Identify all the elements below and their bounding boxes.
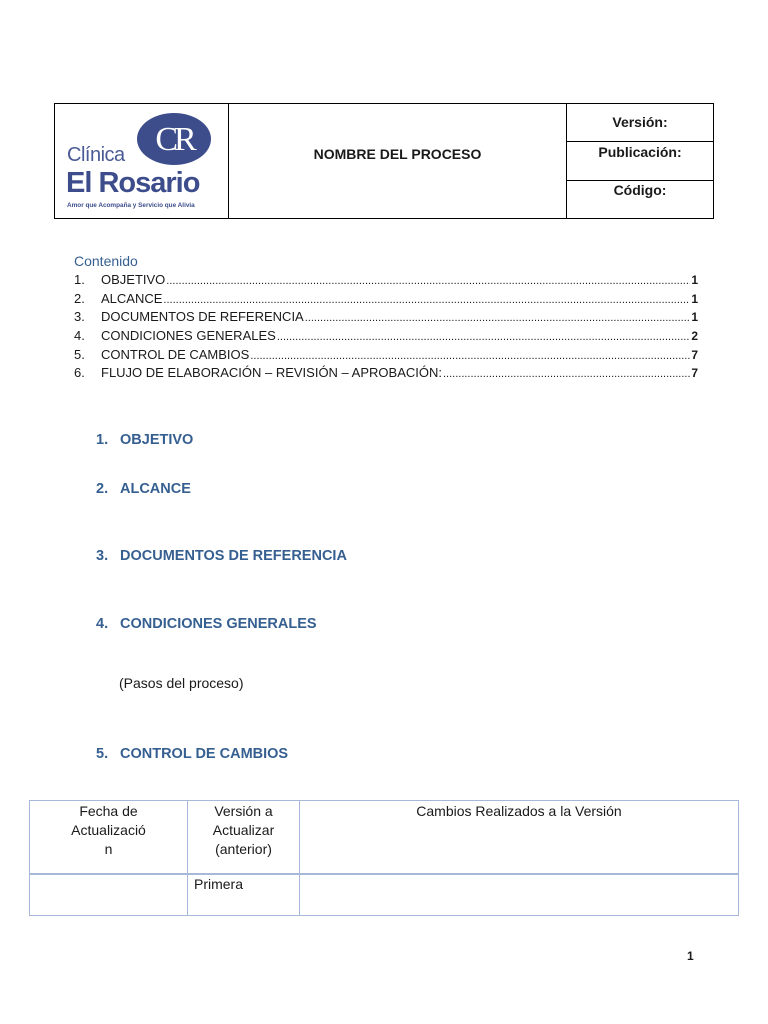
section-number: 1. (96, 432, 109, 448)
section-number: 3. (96, 548, 109, 564)
toc-item[interactable] (74, 290, 698, 309)
toc-item-number: 1. (74, 272, 85, 287)
logo-mark-text: CR (155, 121, 193, 158)
toc-item-label: OBJETIVO (101, 272, 166, 287)
section-title: CONTROL DE CAMBIOS (120, 746, 289, 762)
section-heading-alcance (96, 481, 191, 497)
header-line: Actualizació (71, 822, 146, 838)
clinic-logo (55, 104, 229, 218)
toc-item[interactable] (74, 346, 698, 365)
cell-changes[interactable] (300, 875, 738, 915)
toc-item-page: 1 (691, 273, 698, 287)
logo-tagline: Amor que Acompaña y Servicio que Alivia (67, 202, 195, 209)
toc-leader-dots (443, 365, 690, 383)
toc-item-page: 2 (691, 329, 698, 344)
document-meta (567, 104, 713, 218)
section-title: OBJETIVO (120, 432, 194, 448)
toc-item-label: DOCUMENTOS DE REFERENCIA (101, 309, 304, 325)
section-title: ALCANCE (120, 481, 191, 497)
toc-item-number: 4. (74, 328, 85, 344)
header-line: Versión a (214, 803, 273, 819)
toc-item-label: CONTROL DE CAMBIOS (101, 346, 250, 362)
section-number: 5. (96, 746, 109, 762)
toc-item-label: CONDICIONES GENERALES (101, 328, 276, 344)
toc-item-label: FLUJO DE ELABORACIÓN – REVISIÓN – APROBACIÓN: (101, 365, 442, 381)
column-header-changes (300, 801, 738, 873)
version-label: Versión: (567, 104, 713, 142)
process-name: NOMBRE DEL PROCESO (229, 104, 567, 218)
table-row (30, 875, 738, 915)
toc-leader-dots (163, 291, 690, 309)
toc-item-page: 1 (691, 291, 698, 306)
section-heading-documentos (96, 548, 347, 564)
toc-item-number: 5. (74, 346, 85, 362)
change-control-table (29, 800, 739, 916)
toc-item-page: 7 (691, 366, 698, 381)
table-of-contents (74, 271, 698, 383)
table-header-row (30, 801, 738, 875)
toc-leader-dots (250, 347, 690, 365)
header-line: Cambios Realizados a la Versión (416, 803, 622, 819)
cell-version[interactable]: Primera (188, 875, 300, 915)
header-line: n (104, 841, 113, 857)
process-steps-placeholder: (Pasos del proceso) (119, 675, 244, 691)
toc-leader-dots (166, 272, 690, 290)
publication-label: Publicación: (567, 142, 713, 181)
toc-item[interactable] (74, 308, 698, 327)
cell-date[interactable] (30, 875, 188, 915)
toc-title: Contenido (74, 253, 138, 269)
document-header-table (54, 103, 714, 219)
section-title: DOCUMENTOS DE REFERENCIA (120, 548, 347, 564)
toc-leader-dots (305, 309, 691, 327)
section-title: CONDICIONES GENERALES (120, 616, 317, 632)
toc-item-page: 1 (691, 310, 698, 325)
header-line: (anterior) (215, 841, 272, 857)
section-heading-objetivo (96, 432, 193, 448)
toc-item-number: 2. (74, 290, 85, 306)
toc-item-number: 6. (74, 365, 85, 381)
section-number: 4. (96, 616, 109, 632)
section-heading-condiciones (96, 616, 317, 632)
logo-line-1: Clínica (67, 144, 125, 166)
page-number: 1 (687, 949, 694, 963)
column-header-date (30, 801, 188, 873)
toc-leader-dots (277, 328, 690, 346)
toc-item-page: 7 (691, 347, 698, 362)
code-label: Código: (613, 182, 667, 198)
toc-item[interactable] (74, 327, 698, 346)
logo-line-2: El Rosario (66, 167, 200, 199)
header-line: Fecha de (79, 803, 138, 819)
section-number: 2. (96, 481, 109, 497)
toc-item[interactable] (74, 364, 698, 383)
toc-item-label: ALCANCE (101, 290, 163, 306)
section-heading-control-cambios (96, 746, 288, 762)
toc-item-number: 3. (74, 309, 85, 325)
toc-item[interactable] (74, 271, 698, 290)
column-header-version (188, 801, 300, 873)
header-line: Actualizar (212, 822, 275, 838)
